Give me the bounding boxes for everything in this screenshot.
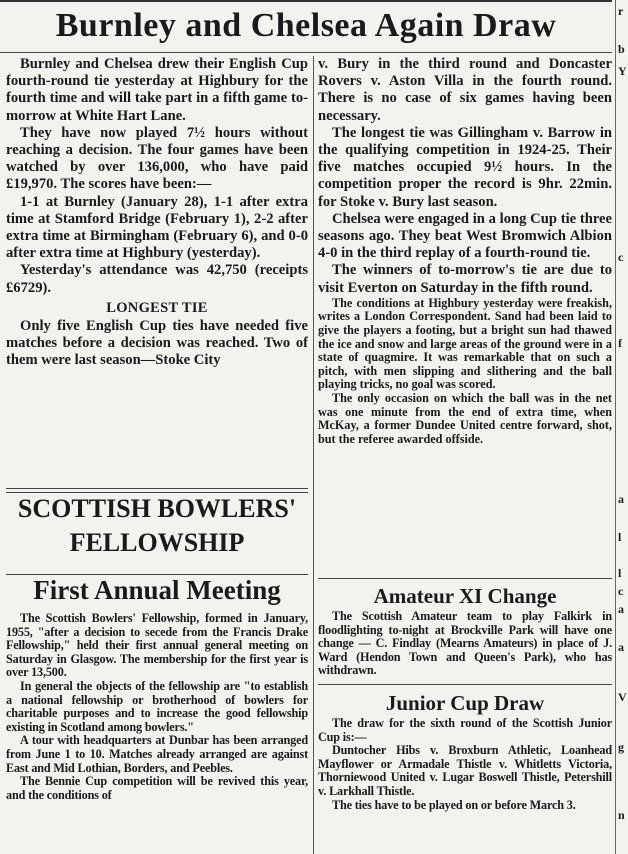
correspondent-paragraph: The conditions at Highbury yesterday were freakish, writes a London Correspondent. Sand had been laid to give the players a footing, but a bright sun had thawed the ice and snow and large areas of the ground were in a state of quagmire. It was remarkable that on such a pitch, with men slipping and slithering and the ball playing tricks, no goal was scored. bbox=[318, 295, 612, 392]
article-paragraph: A tour with headquarters at Dunbar has been arranged from June 1 to 10. Matches already arranged are against East and Mid Lothian, Borders, and Peebles. bbox=[6, 733, 308, 775]
article-paragraph: v. Bury in the third round and Doncaster Rovers v. Aston Villa in the fourth round. There is no case of six games having been necessary. bbox=[318, 56, 612, 124]
margin-letter: l bbox=[618, 530, 622, 544]
margin-letter: g bbox=[618, 740, 624, 754]
margin-letter: f bbox=[618, 336, 622, 350]
margin-letter: a bbox=[618, 640, 624, 654]
column-rule bbox=[313, 56, 314, 854]
article-paragraph: The Scottish Bowlers' Fellowship, formed in January, 1955, "after a decision to secede from the Francis Drake Fellowship," held their first annual general meeting on Saturday in Glasgow. The membership for the first year is over 13,500. bbox=[6, 612, 308, 680]
article-paragraph: The ties have to be played on or before March 3. bbox=[332, 797, 576, 812]
first-annual-meeting-heading: First Annual Meeting bbox=[33, 575, 281, 605]
amateur-xi-heading: Amateur XI Change bbox=[373, 584, 557, 608]
article-paragraph: 1-1 at Burnley (January 28), 1-1 after extra time at Stamford Bridge (February 1), 2-2 after extra time at Birmingham (February 6), and 0-0 after extra time at Highbury (yesterday). bbox=[6, 193, 308, 262]
article-paragraph: Burnley and Chelsea drew their English Cup fourth-round tie yesterday at Highbury for the fourth time and will take part in a fifth game to-morrow at White Hart Lane. bbox=[6, 56, 308, 124]
margin-letter: V bbox=[618, 690, 627, 704]
margin-letter: l bbox=[618, 566, 622, 580]
article-paragraph: The draw for the sixth round of the Scottish Junior Cup is:— bbox=[318, 715, 612, 744]
article-paragraph: Chelsea were engaged in a long Cup tie three seasons ago. They beat West Bromwich Albion 4-0 in the third replay of a fourth-round tie. bbox=[318, 210, 612, 262]
junior-cup-heading: Junior Cup Draw bbox=[385, 690, 545, 715]
headline: Burnley and Chelsea Again Draw bbox=[0, 2, 612, 53]
article-paragraph: Duntocher Hibs v. Broxburn Athletic, Loanhead Mayflower or Armadale Thistle v. Whitletts Victoria, Thorniewood United v. Lugar Boswell Thistle, Petershill v. Larkhall Thistle. bbox=[318, 743, 612, 798]
margin-letter: r bbox=[618, 4, 624, 18]
margin-letter: a bbox=[618, 602, 624, 616]
article-paragraph: The longest tie was Gillingham v. Barrow in the qualifying competition in 1924-25. Their five matches occupied 9½ hours. In the competition proper the record is 9hr. 22min. for Stoke v. Bury last season. bbox=[318, 124, 612, 210]
article-paragraph: Only five English Cup ties have needed five matches before a decision was reached. Two of them were last season—Stoke City bbox=[6, 317, 308, 369]
article-paragraph: The Bennie Cup competition will be revived this year, and the conditions of bbox=[6, 774, 308, 802]
margin-letter: n bbox=[618, 808, 625, 822]
burnley-chelsea-article-col-2 bbox=[318, 56, 612, 581]
article-paragraph: They have now played 7½ hours without reaching a decision. The four games have been watched by over 136,000, who have paid £19,970. The scores have been:— bbox=[6, 124, 308, 193]
longest-tie-subheading: LONGEST TIE bbox=[106, 299, 208, 316]
right-lower-articles bbox=[318, 582, 612, 854]
margin-letter: c bbox=[618, 584, 624, 598]
margin-letter: a bbox=[618, 492, 624, 506]
margin-letter: c bbox=[618, 250, 624, 264]
bowlers-article bbox=[6, 612, 308, 854]
section-separator bbox=[318, 578, 612, 579]
correspondent-paragraph: The only occasion on which the ball was in the net was one minute from the end of extra time, when McKay, a former Dundee United centre forward, shot, but the referee awarded offside. bbox=[318, 391, 612, 446]
margin-letter: Y bbox=[618, 64, 627, 78]
margin-letter: b bbox=[618, 42, 625, 56]
bowlers-heading: SCOTTISH BOWLERS' FELLOWSHIP bbox=[17, 494, 297, 557]
article-paragraph: The winners of to-morrow's tie are due to visit Everton on Saturday in the fifth round. bbox=[318, 262, 612, 296]
adjacent-column-fragment bbox=[616, 0, 628, 854]
article-paragraph: Yesterday's attendance was 42,750 (receipts £6729). bbox=[6, 262, 308, 296]
section-separator bbox=[318, 684, 612, 685]
burnley-chelsea-article-col-1 bbox=[6, 56, 308, 486]
article-paragraph: In general the objects of the fellowship are "to establish a national fellowship or brotherhood of bowlers for charitable purposes and to increase the good fellowship existing in Scotland among bowlers." bbox=[6, 678, 308, 734]
article-paragraph: The Scottish Amateur team to play Falkirk in floodlighting to-night at Brockville Park will have one change — C. Findlay (Mearns Amateurs) in place of J. Ward (Hendon Town and Queen's Park), who has withdrawn. bbox=[318, 609, 612, 678]
